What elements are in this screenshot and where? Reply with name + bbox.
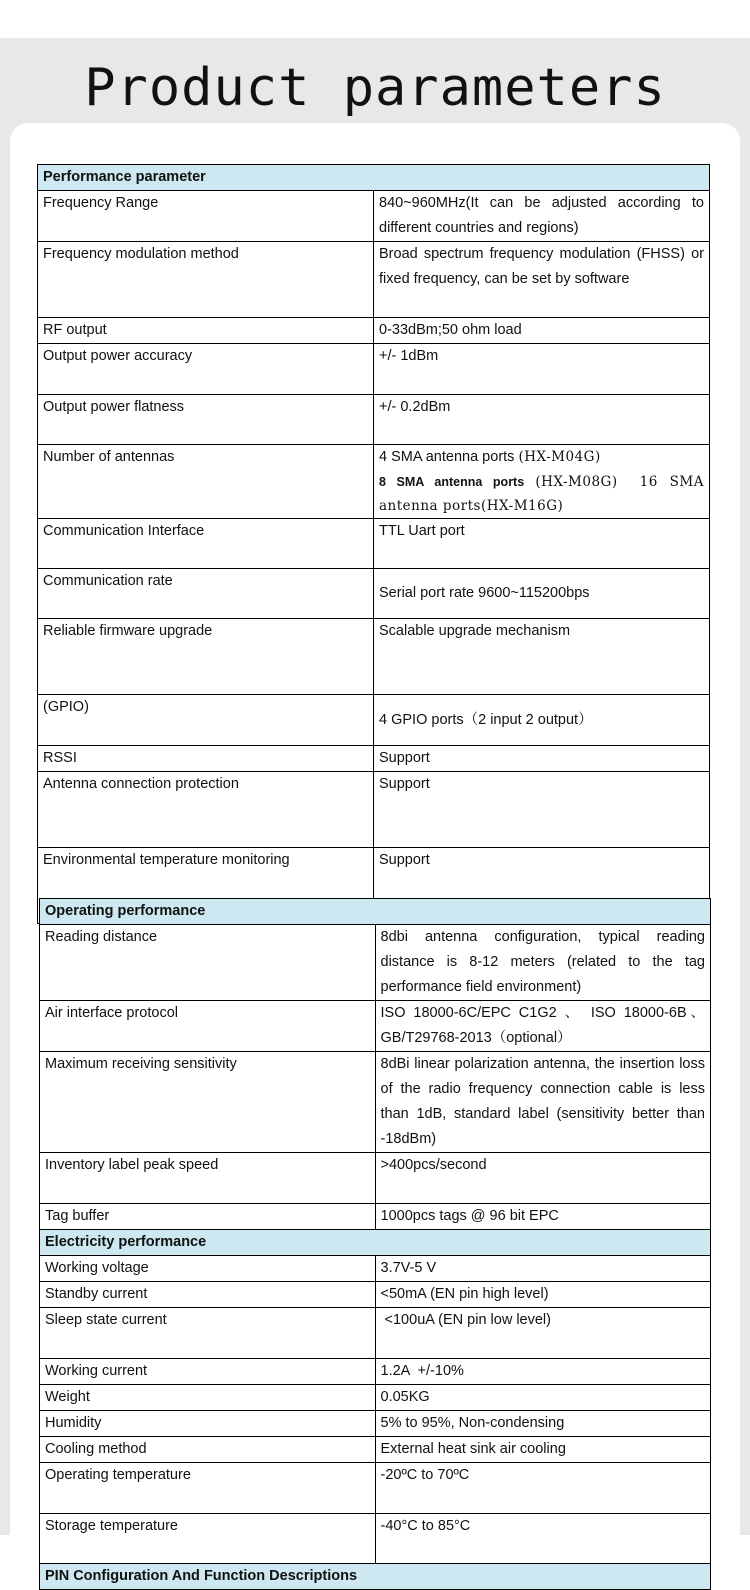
param-label: RF output bbox=[38, 318, 374, 344]
param-value: 840~960MHz(It can be adjusted according to different countries and regions) bbox=[374, 191, 710, 242]
param-label: Inventory label peak speed bbox=[40, 1153, 376, 1204]
param-label: Frequency Range bbox=[38, 191, 374, 242]
param-label: Reading distance bbox=[40, 925, 376, 1001]
param-label: Working current bbox=[40, 1359, 376, 1385]
section-title: Performance parameter bbox=[38, 165, 710, 191]
section-title: Electricity performance bbox=[40, 1230, 711, 1256]
table-row bbox=[40, 1204, 711, 1230]
param-value: Broad spectrum frequency modulation (FHSS) or fixed frequency, can be set by software bbox=[374, 242, 710, 318]
antenna-ports-8: 8 SMA antenna ports bbox=[379, 475, 525, 489]
param-label: Antenna connection protection bbox=[38, 772, 374, 848]
param-value: Support bbox=[374, 746, 710, 772]
table-row bbox=[38, 395, 710, 445]
table-row bbox=[40, 1153, 711, 1204]
table-row bbox=[38, 318, 710, 344]
performance-table bbox=[37, 164, 710, 924]
table-row bbox=[38, 519, 710, 569]
param-label: Weight bbox=[40, 1385, 376, 1411]
table-row bbox=[40, 1282, 711, 1308]
param-value: -20ºC to 70ºC bbox=[375, 1463, 711, 1514]
param-value: ISO 18000-6C/EPC C1G2 、 ISO 18000-6B、GB/T29768-2013（optional） bbox=[375, 1001, 711, 1052]
section-header-operating bbox=[40, 899, 711, 925]
param-value: Scalable upgrade mechanism bbox=[374, 619, 710, 695]
param-label: Cooling method bbox=[40, 1437, 376, 1463]
param-label: Environmental temperature monitoring bbox=[38, 848, 374, 924]
param-value: TTL Uart port bbox=[374, 519, 710, 569]
antenna-line-2 bbox=[379, 470, 704, 518]
param-label: Working voltage bbox=[40, 1256, 376, 1282]
table-row bbox=[38, 445, 710, 519]
antenna-ports-4: 4 SMA antenna ports bbox=[379, 449, 515, 465]
section-header-electricity bbox=[40, 1230, 711, 1256]
param-label: Humidity bbox=[40, 1411, 376, 1437]
param-value: 5% to 95%, Non-condensing bbox=[375, 1411, 711, 1437]
table-row bbox=[40, 1001, 711, 1052]
table-row bbox=[38, 619, 710, 695]
table-row bbox=[38, 344, 710, 395]
antenna-line-1 bbox=[379, 445, 704, 470]
table-row bbox=[38, 191, 710, 242]
section-header-pin bbox=[40, 1564, 711, 1590]
model-hx-m04g: (HX-M04G) bbox=[518, 449, 601, 465]
param-value: <100uA (EN pin low level) bbox=[375, 1308, 711, 1359]
param-label: Standby current bbox=[40, 1282, 376, 1308]
table-row bbox=[38, 772, 710, 848]
table-row bbox=[38, 242, 710, 318]
table-row bbox=[40, 1052, 711, 1153]
param-value: +/- 1dBm bbox=[374, 344, 710, 395]
section-title: PIN Configuration And Function Descriptions bbox=[40, 1564, 711, 1590]
model-hx-m08g: (HX-M08G) bbox=[535, 474, 618, 490]
param-label: Operating temperature bbox=[40, 1463, 376, 1514]
param-value bbox=[374, 445, 710, 519]
param-value: 0.05KG bbox=[375, 1385, 711, 1411]
section-header-performance bbox=[38, 165, 710, 191]
param-value: <50mA (EN pin high level) bbox=[375, 1282, 711, 1308]
param-value: >400pcs/second bbox=[375, 1153, 711, 1204]
param-value: 1.2A +/-10% bbox=[375, 1359, 711, 1385]
table-row bbox=[40, 1463, 711, 1514]
param-label: Air interface protocol bbox=[40, 1001, 376, 1052]
param-value: 3.7V-5 V bbox=[375, 1256, 711, 1282]
table-row bbox=[40, 1514, 711, 1564]
param-value: Serial port rate 9600~115200bps bbox=[374, 569, 710, 619]
param-value: +/- 0.2dBm bbox=[374, 395, 710, 445]
section-title: Operating performance bbox=[40, 899, 711, 925]
param-label: Sleep state current bbox=[40, 1308, 376, 1359]
table-row bbox=[38, 695, 710, 746]
param-value: Support bbox=[374, 772, 710, 848]
param-label: Output power accuracy bbox=[38, 344, 374, 395]
table-row bbox=[40, 1437, 711, 1463]
param-label: Number of antennas bbox=[38, 445, 374, 519]
table-row bbox=[40, 1385, 711, 1411]
param-value: 0-33dBm;50 ohm load bbox=[374, 318, 710, 344]
param-label: (GPIO) bbox=[38, 695, 374, 746]
param-label: Reliable firmware upgrade bbox=[38, 619, 374, 695]
table-row bbox=[40, 1308, 711, 1359]
param-label: Communication Interface bbox=[38, 519, 374, 569]
table-row bbox=[40, 1411, 711, 1437]
param-label: Output power flatness bbox=[38, 395, 374, 445]
param-label: Maximum receiving sensitivity bbox=[40, 1052, 376, 1153]
param-value: 8dbi antenna configuration, typical reading distance is 8-12 meters (related to the tag performance field environment) bbox=[375, 925, 711, 1001]
param-value: External heat sink air cooling bbox=[375, 1437, 711, 1463]
table-row bbox=[40, 1256, 711, 1282]
table-row bbox=[40, 1359, 711, 1385]
param-value: 8dBi linear polarization antenna, the insertion loss of the radio frequency connection cable is less than 1dB, standard label (sensitivity better than -18dBm) bbox=[375, 1052, 711, 1153]
param-value: 1000pcs tags @ 96 bit EPC bbox=[375, 1204, 711, 1230]
table-row bbox=[40, 925, 711, 1001]
operating-electricity-table bbox=[39, 898, 711, 1590]
param-value: 4 GPIO ports（2 input 2 output） bbox=[374, 695, 710, 746]
param-label: RSSI bbox=[38, 746, 374, 772]
param-value: Support bbox=[374, 848, 710, 924]
param-label: Communication rate bbox=[38, 569, 374, 619]
param-label: Frequency modulation method bbox=[38, 242, 374, 318]
param-label: Tag buffer bbox=[40, 1204, 376, 1230]
param-label: Storage temperature bbox=[40, 1514, 376, 1564]
antenna-ports-16: 16 SMA antenna ports(HX-M16G) bbox=[379, 474, 705, 514]
page-title: Product parameters bbox=[84, 58, 666, 118]
param-value: -40°C to 85°C bbox=[375, 1514, 711, 1564]
table-row bbox=[38, 746, 710, 772]
table-row bbox=[38, 569, 710, 619]
